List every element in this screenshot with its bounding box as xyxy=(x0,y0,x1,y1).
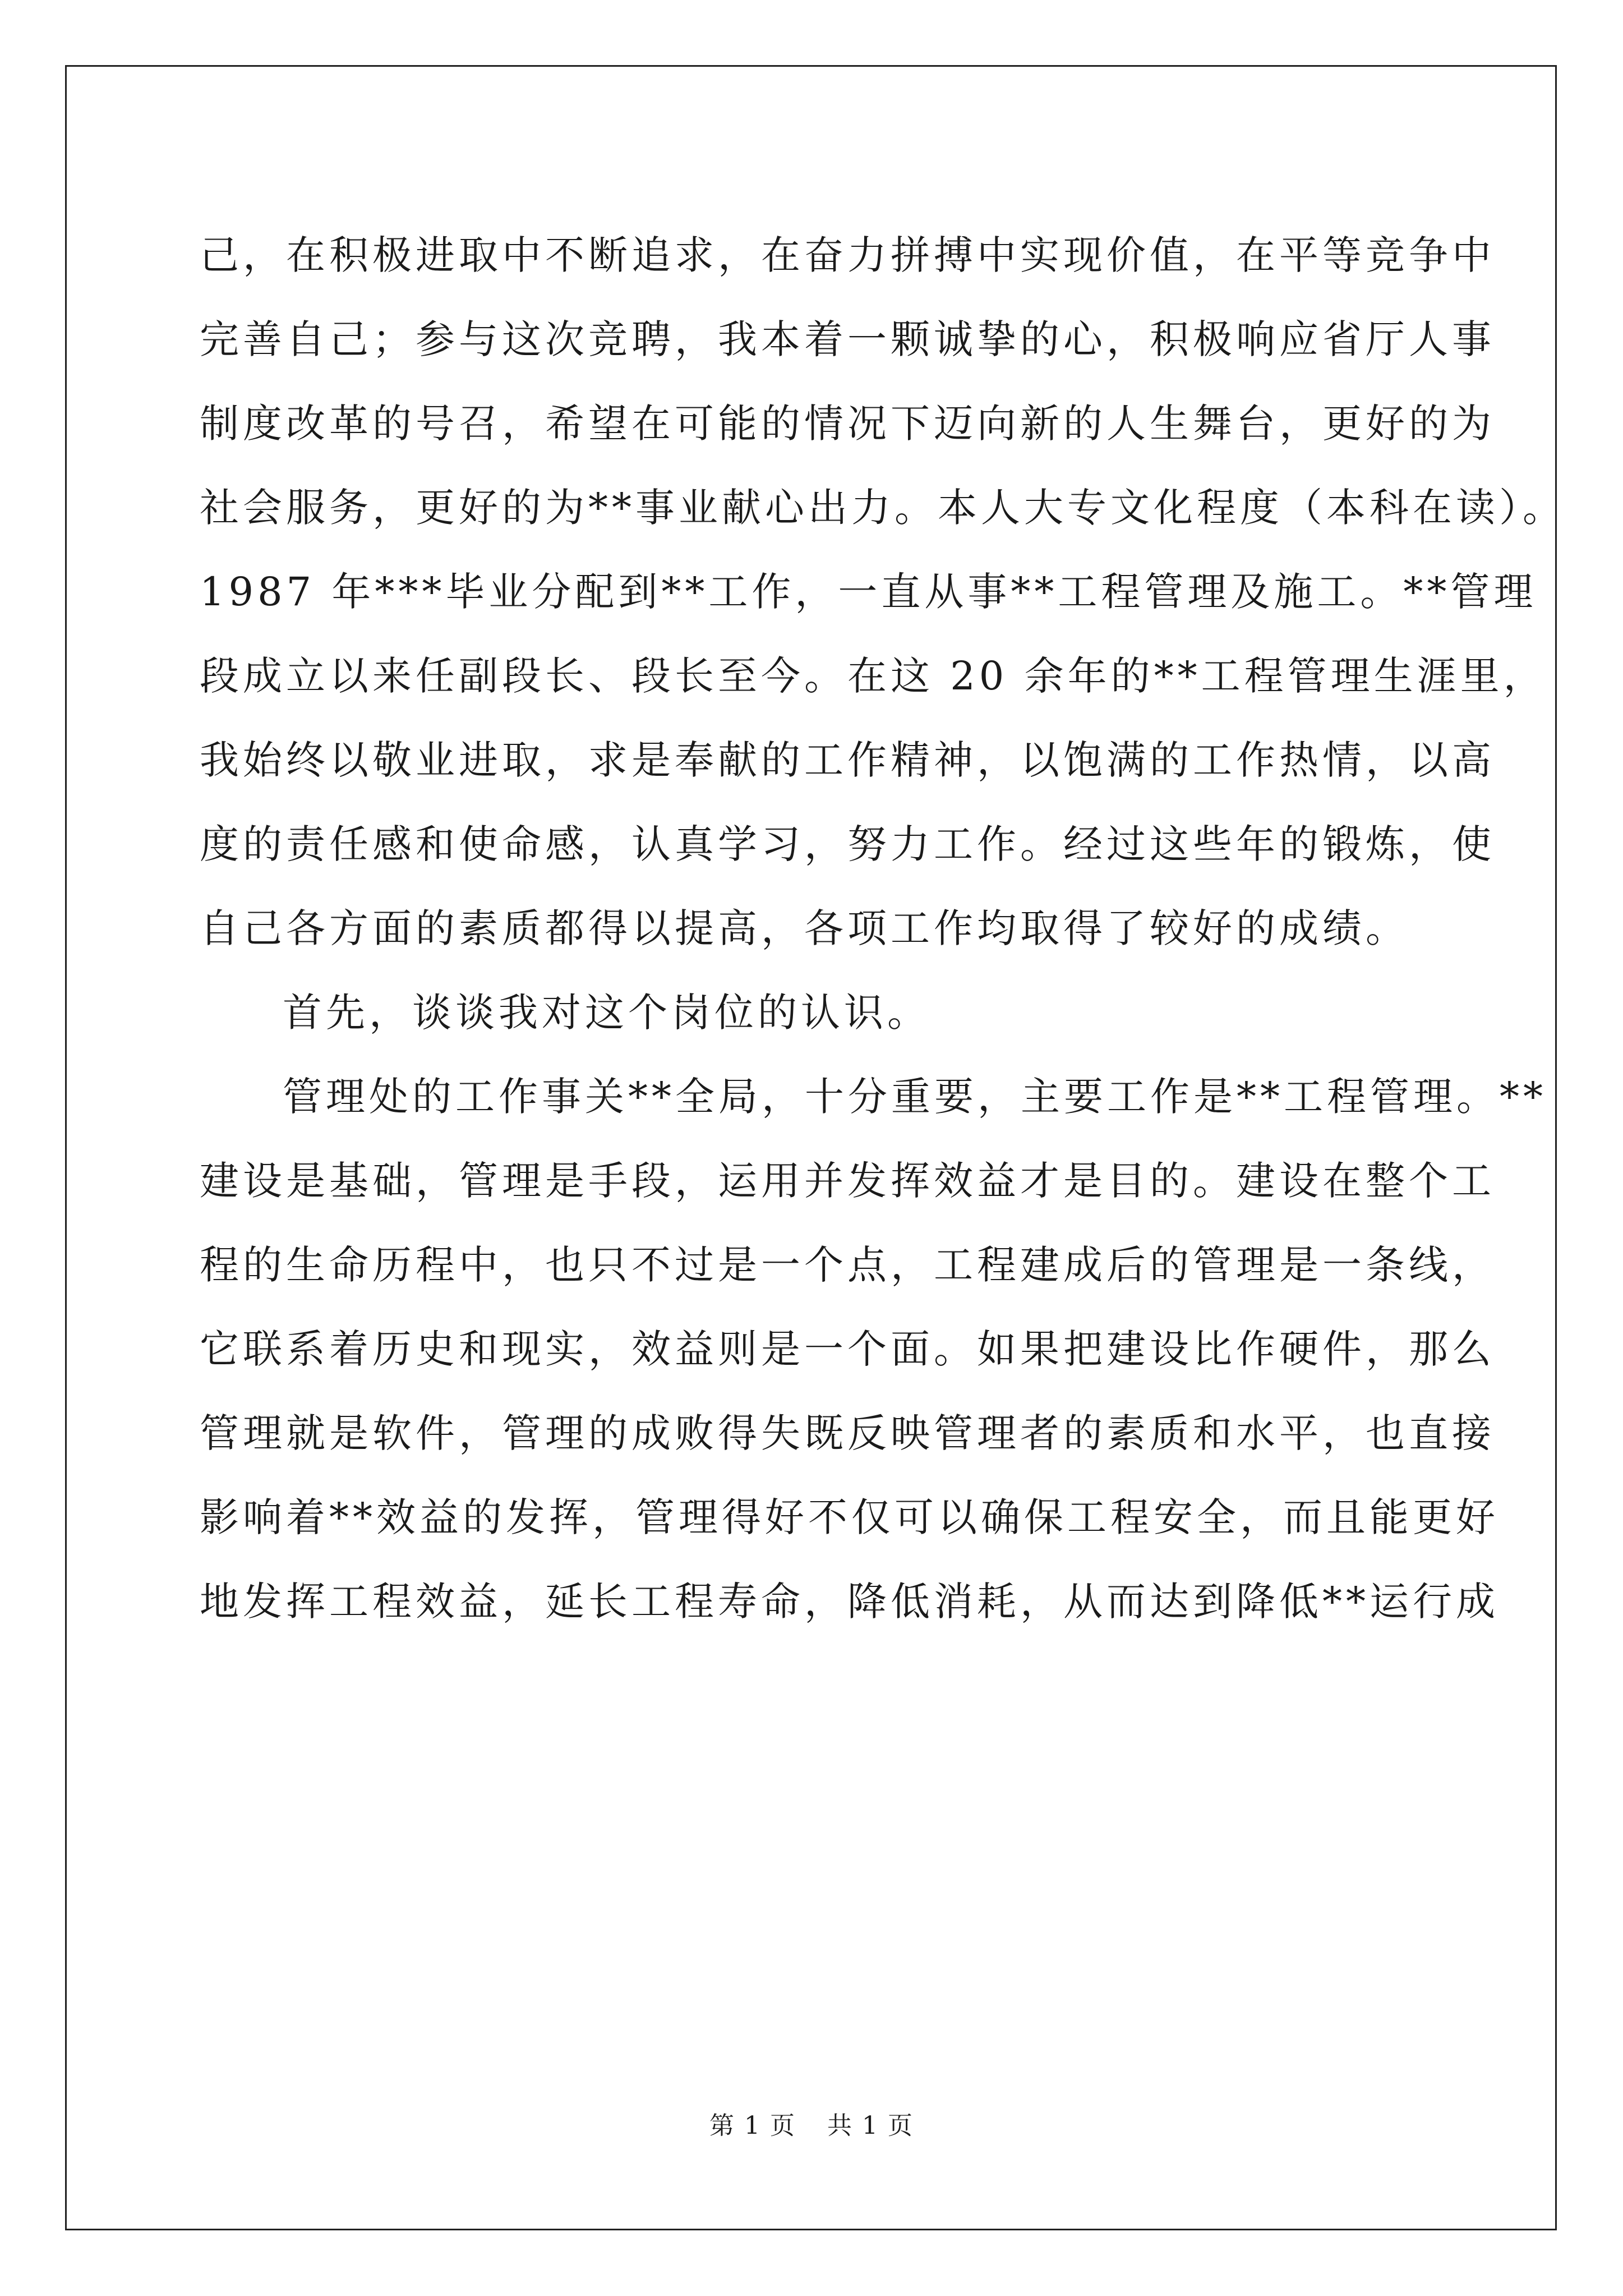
text-line-15: 管理就是软件，管理的成败得失既反映管理者的素质和水平，也直接 xyxy=(200,1410,1495,1456)
total-pages: 共 1 页 xyxy=(827,2111,914,2140)
text-line-10: 首先，谈谈我对这个岗位的认识。 xyxy=(283,990,930,1036)
text-line-6: 段成立以来任副段长、段长至今。在这 20 余年的**工程管理生涯里， xyxy=(200,653,1547,699)
text-line-5: 1987 年***毕业分配到**工作，一直从事**工程管理及施工。**管理 xyxy=(200,569,1537,615)
text-line-13: 程的生命历程中，也只不过是一个点，工程建成后的管理是一条线， xyxy=(200,1242,1495,1288)
text-line-16: 影响着**效益的发挥，管理得好不仅可以确保工程安全，而且能更好 xyxy=(200,1494,1499,1540)
text-line-7: 我始终以敬业进取，求是奉献的工作精神，以饱满的工作热情，以高 xyxy=(200,737,1495,783)
text-line-4: 社会服务，更好的为**事业献心出力。本人大专文化程度（本科在读）。 xyxy=(200,485,1566,531)
document-body xyxy=(200,213,1566,1644)
text-line-12: 建设是基础，管理是手段，运用并发挥效益才是目的。建设在整个工 xyxy=(200,1158,1495,1204)
page-footer xyxy=(0,2109,1623,2143)
text-line-11: 管理处的工作事关**全局，十分重要，主要工作是**工程管理。** xyxy=(283,1074,1547,1120)
page-number: 第 1 页 xyxy=(709,2111,796,2140)
text-line-9: 自己各方面的素质都得以提高，各项工作均取得了较好的成绩。 xyxy=(200,905,1409,951)
text-line-1: 己，在积极进取中不断追求，在奋力拼搏中实现价值，在平等竞争中 xyxy=(200,232,1495,278)
text-line-2: 完善自己；参与这次竞聘，我本着一颗诚挚的心，积极响应省厅人事 xyxy=(200,316,1495,362)
text-line-3: 制度改革的号召，希望在可能的情况下迈向新的人生舞台，更好的为 xyxy=(200,401,1495,447)
text-line-8: 度的责任感和使命感，认真学习，努力工作。经过这些年的锻炼，使 xyxy=(200,821,1495,867)
text-line-17: 地发挥工程效益，延长工程寿命，降低消耗，从而达到降低**运行成 xyxy=(200,1579,1499,1625)
text-line-14: 它联系着历史和现实，效益则是一个面。如果把建设比作硬件，那么 xyxy=(200,1326,1495,1372)
